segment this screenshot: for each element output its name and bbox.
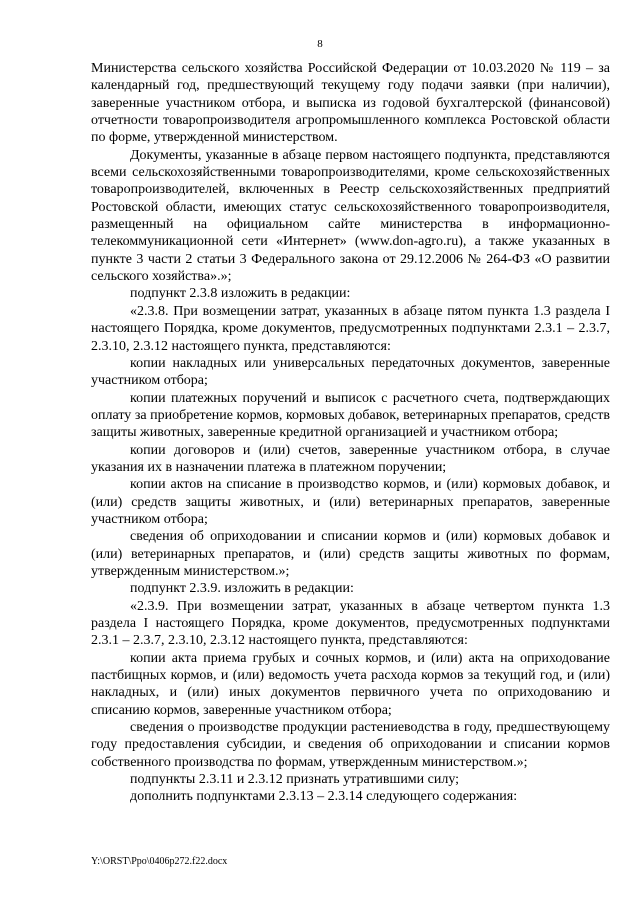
paragraph-list-item: сведения о производстве продукции растениеводства в году, предшествующему году предоставления субсидии, и сведения об оприходовании и списании кормов собственного производства по формам, утвержденным министерством.»; <box>91 720 610 770</box>
paragraph-amendment: подпункты 2.3.11 и 2.3.12 признать утратившими силу; <box>130 772 460 788</box>
paragraph-clause-2-3-8: «2.3.8. При возмещении затрат, указанных в абзаце пятом пункта 1.3 раздела I настоящего Порядка, кроме документов, предусмотренных подпунктами 2.3.1 – 2.3.7, 2.3.10, 2.3.12 настоящего пункта, представляются: <box>91 303 610 354</box>
paragraph: Документы, указанные в абзаце первом настоящего подпункта, представляются всеми сельскохозяйственными товаропроизводителями, кроме сельскохозяйственных товаропроизводителей, включенных в Реестр сельскохозяйственных предприятий Ростовской области, имеющих статус сельскохозяйственного товаропроизводителя, размещенный на официальном сайте министерства в информационно-телекоммуникационной сети «Интернет» (www.don-agro.ru), а также указанных в пункте 3 части 2 статьи 3 Федерального закона от 29.12.2006 № 264-ФЗ «О развитии сельского хозяйства».»; <box>91 147 610 285</box>
footer-file-path: Y:\ORST\Ppo\0406p272.f22.docx <box>91 856 228 867</box>
paragraph-continuation: Министерства сельского хозяйства Российской Федерации от 10.03.2020 № 119 – за календарный год, предшествующий текущему году подачи заявки (при наличии), заверенные участником отбора, и выписка из годовой бухгалтерской (финансовой) отчетности товаропроизводителя агропромышленного комплекса Ростовской области по форме, утвержденной министерством. <box>91 61 610 146</box>
paragraph-list-item: копии договоров и (или) счетов, заверенные участником отбора, в случае указания их в назначении платежа в платежном поручении; <box>91 442 610 475</box>
page-number: 8 <box>317 38 323 50</box>
paragraph-amendment: дополнить подпунктами 2.3.13 – 2.3.14 следующего содержания: <box>130 789 518 805</box>
paragraph-list-item: копии платежных поручений и выписок с расчетного счета, подтверждающих оплату за приобретение кормов, кормовых добавок, ветеринарных препаратов, средств защиты животных, заверенные кредитной организацией и участником отбора; <box>91 390 610 441</box>
document-body <box>91 60 610 806</box>
paragraph-list-item: копии накладных или универсальных передаточных документов, заверенные участником отбора; <box>91 355 610 389</box>
paragraph-clause-2-3-9: «2.3.9. При возмещении затрат, указанных в абзаце четвертом пункта 1.3 раздела I настоящего Порядка, кроме документов, предусмотренных подпунктами 2.3.1 – 2.3.7, 2.3.10, 2.3.12 настоящего пункта, представляются: <box>91 598 610 649</box>
paragraph-list-item: копии акта приема грубых и сочных кормов, и (или) акта на оприходование пастбищных кормов, и (или) ведомость учета расхода кормов за текущий год, и (или) накладных, и (или) иных документов первичного учета по оприходованию и списанию кормов, заверенные участником отбора; <box>91 650 610 718</box>
paragraph-amendment: подпункт 2.3.8 изложить в редакции: <box>130 286 351 302</box>
paragraph-list-item: копии актов на списание в производство кормов, и (или) кормовых добавок, и (или) средств защиты животных, и (или) ветеринарных препаратов, заверенные участником отбора; <box>91 477 610 527</box>
paragraph-list-item: сведения об оприходовании и списании кормов и (или) кормовых добавок и (или) ветеринарных препаратов, и (или) средств защиты животных по формам, утвержденным министерством.»; <box>91 529 610 579</box>
paragraph-amendment: подпункт 2.3.9. изложить в редакции: <box>130 581 354 597</box>
